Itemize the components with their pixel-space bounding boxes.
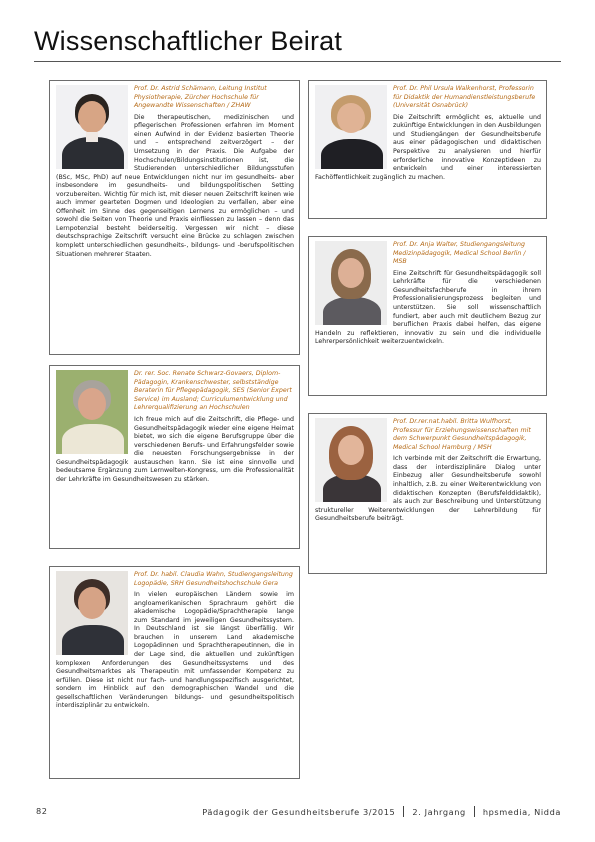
member-heading: Prof. Dr.rer.nat.habil. Britta Wulfhorst, Professur für Erziehungswissenschaften mit dem Schwerpunkt Gesundheitspädagogik, Medical School Hamburg / MSH (393, 418, 531, 451)
portrait-photo (56, 370, 128, 454)
member-card-walkenhorst (308, 80, 547, 219)
portrait-photo (56, 571, 128, 655)
member-statement: Die therapeutischen, medizinischen und pflegerischen Professionen erfahren im Moment einen Aufwind in der Evidenz basierten Theorie und – entsprechend zeitverzögert – der Umsetzung in der Praxis. Die Aufgabe der Hochschulen/Bildungsinstitutionen ist, die Studierenden unterschiedlicher Bildungsstufen (BSc, MSc, PhD) auf neue Entwicklungen nicht nur im gesundheits- aber insbesondere im gesundheits- und bildungspolitischen Setting vorzubereiten. Wichtig für mich ist, mit dieser neuen Zeitschrift keinen wie auch immer gearteten Dogmen und Ideologien zu verfallen, aber eine Offenheit im Sinne des gegenseitigen Lernens zu ermöglichen – und sowohl die Seiten von Theorie und Praxis einfliessen zu lassen – denn das Lernpotenzial besteht beiderseitig. Vergessen wir nicht – diese deutschsprachige Zeitschrift versucht eine Brücke zu schlagen zwischen komplett unterschiedlichen gesundheits-, bildungs- und -berufspolitischen Situationen mehrerer Staaten. (56, 113, 294, 258)
member-card-wahn (49, 566, 300, 779)
member-statement: In vielen europäischen Ländern sowie im angloamerikanischen Sprachraum gehört die akademische Logopädie/Sprachtherapie lange zum Standard im jeweiligen Gesundheitssystem. In Deutschland ist sie längst überfällig. Wir brauchen in unserem Land akademische Logopädinnen und Sprachtherapeutinnen, die in der Lage sind, die aktuellen und zukünftigen komplexen Anforderungen des Gesundheitssystems und des Gesundheitsmarktes als Therapeutin mit umfassender Kompetenz zu erfüllen. Diese ist nicht nur fach- und handlungsspezifisch ausgerichtet, sondern im Hinblick auf den demographischen Wandel und die gesellschaftlichen Veränderungen bildungs- und gesundheitspolitisch interdisziplinär zu entwickeln. (56, 591, 294, 710)
member-heading: Prof. Dr. Phil Ursula Walkenhorst, Professorin für Didaktik der Humandienstleistungsberufe (Universität Osnabrück) (393, 85, 536, 110)
member-card-schwarz-govaers (49, 365, 300, 549)
member-heading: Prof. Dr. Astrid Schämann, Leitung Institut Physiotherapie, Zürcher Hochschule für Angewandte Wissenschaften / ZHAW (134, 85, 267, 110)
footer-divider (403, 806, 404, 817)
portrait-photo (56, 85, 128, 169)
member-card-schaemann (49, 80, 300, 355)
journal-name: Pädagogik der Gesundheitsberufe 3/2015 (202, 807, 396, 817)
member-statement: Ich verbinde mit der Zeitschrift die Erwartung, dass der interdisziplinäre Dialog unter Einbezug aller Gesundheitsberufe sowohl inhaltlich, z.B. zu einer Weiterentwicklung von didaktischen Konzepten (Berufsfelddidaktik), als auch zur Beschreibung und Unterstützung struktureller Weiterentwicklungen der Lehrerbildung für Gesundheitsberufe beiträgt. (315, 455, 541, 523)
portrait-photo (315, 418, 387, 502)
page-title: Wissenschaftlicher Beirat (34, 26, 343, 56)
title-rule (34, 61, 561, 62)
page-number: 82 (36, 806, 48, 816)
publication-info (202, 806, 561, 817)
journal-volume: 2. Jahrgang (412, 807, 466, 817)
portrait-photo (315, 241, 387, 325)
member-card-wulfhorst (308, 413, 547, 574)
portrait-photo (315, 85, 387, 169)
member-statement: Eine Zeitschrift für Gesundheitspädagogik soll Lehrkräfte für die verschiedenen Gesundheitsfachberufe in ihrem Professionalisierungsprozess begleiten und unterstützen. Sie soll wissenschaftlich fundiert, aber auch mit deutlichem Bezug zur beruflichen Praxis dabei helfen, das eigene Handeln zu reflektieren, innovativ zu sein und die individuelle Lehrerpersönlichkeit weiterzuentwickeln. (315, 269, 541, 346)
page-footer (36, 806, 561, 820)
member-heading: Prof. Dr. habil. Claudia Wahn, Studiengangsleitung Logopädie, SRH Gesundheitshochschule Gera (134, 571, 293, 587)
publisher-name: hpsmedia, Nidda (482, 807, 561, 817)
member-statement: Die Zeitschrift ermöglicht es, aktuelle und zukünftige Entwicklungen in den Ausbildungen und Studiengängen der Gesundheitsberufe aus einer pädagogischen und didaktischen Perspektive zu analysieren und hierfür erforderliche innovative Konzeptideen zu entwickeln und einer interessierten Fachöffentlichkeit zugänglich zu machen. (315, 113, 541, 181)
member-heading: Dr. rer. Soc. Renate Schwarz-Govaers, Diplom-Pädagogin, Krankenschwester, selbstständige Beraterin für Pflegepädagogik, SES (Senior Expert Service) im Ausland; Curriculumentwicklung und Lehrerqualifizierung an Hochschulen (134, 370, 292, 412)
member-heading: Prof. Dr. Anja Walter, Studiengangsleitung Medizinpädagogik, Medical School Berlin / MSB (393, 241, 526, 266)
member-card-walter (308, 236, 547, 396)
member-statement: Ich freue mich auf die Zeitschrift, die Pflege- und Gesundheitspädagogik wieder eine eigene Heimat bietet, wo sich die eigene Berufsgruppe über die verschiedenen Berufs- und Erfahrungsfelder sowie die neuesten Forschungsergebnisse in der Gesundheitspädagogik austauschen kann. Sie ist eine sinnvolle und bedeutsame Ergänzung zum Lernwelten-Kongress, um die Professionalität der Lehrkräfte im Gesundheitswesen zu stärken. (56, 415, 294, 483)
footer-divider (474, 806, 475, 817)
